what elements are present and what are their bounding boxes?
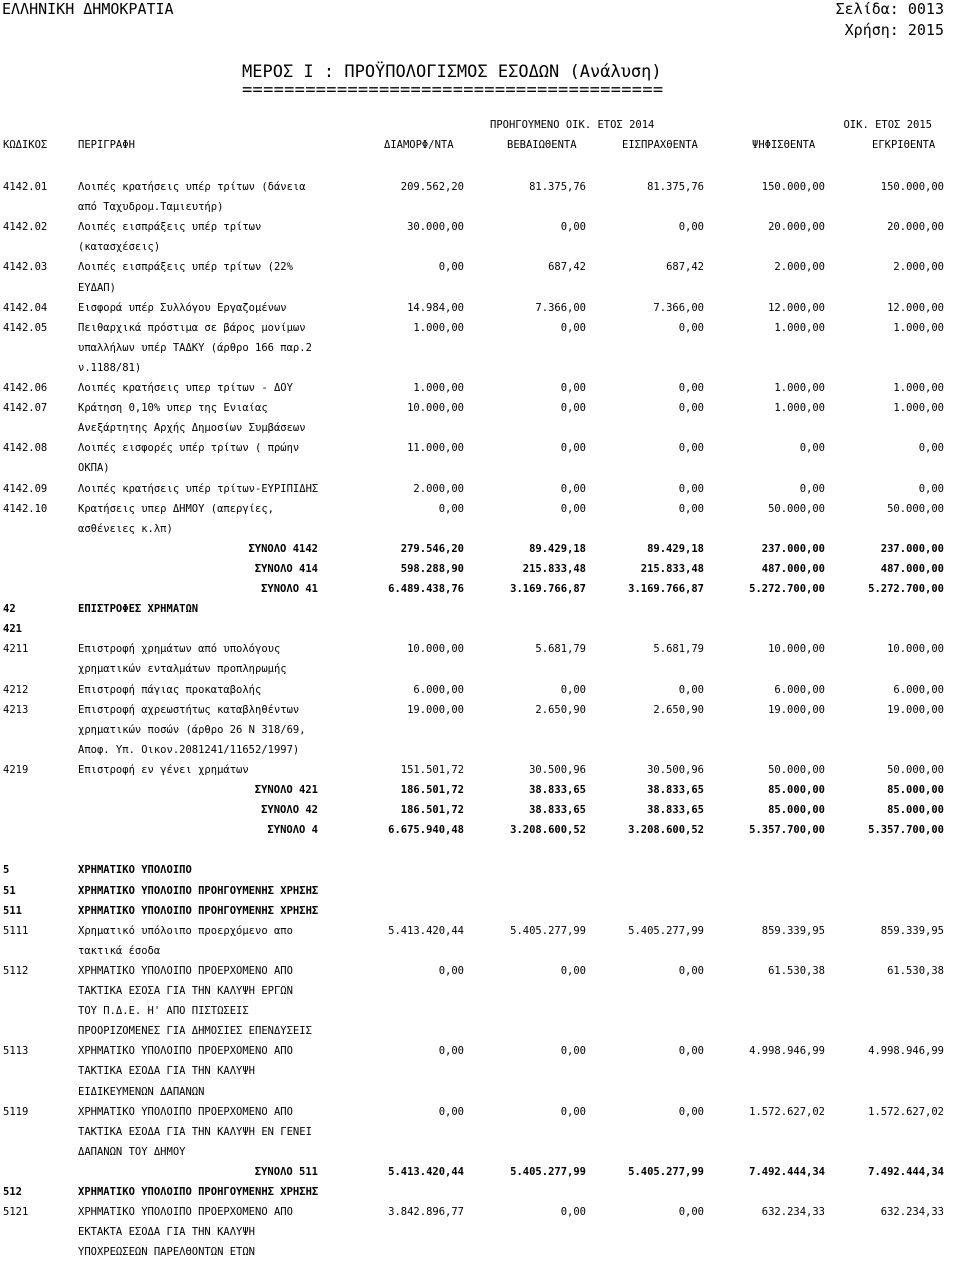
approved-value: 0,00 <box>918 482 944 495</box>
approved-value: 1.000,00 <box>893 321 944 334</box>
row-description: ΧΡΗΜΑΤΙΚΟ ΥΠΟΛΟΙΠΟ ΠΡΟΗΓΟΥΜΕΝΗΣ ΧΡΗΣΗΣ <box>78 1186 319 1198</box>
voted-value: 487.000,00 <box>761 562 825 575</box>
approved-value: 1.000,00 <box>893 402 944 415</box>
row-description: υπαλλήλων υπέρ ΤΑΔΚΥ (άρθρο 166 παρ.2 <box>78 341 312 354</box>
row-code: 4212 <box>3 683 29 696</box>
voted-value: 632.234,33 <box>761 1206 825 1219</box>
row-description: Λοιπές εισφορές υπέρ τρίτων ( πρώην <box>78 442 300 455</box>
table-row <box>0 1142 960 1162</box>
row-description: Εισφορά υπέρ Συλλόγου Εργαζομένων <box>78 301 287 314</box>
assessed-value: 89.429,18 <box>529 542 586 555</box>
table-row <box>0 760 960 780</box>
approved-value: 6.000,00 <box>893 683 944 696</box>
table-row <box>0 599 960 619</box>
assessed-value: 2.650,90 <box>535 703 586 716</box>
row-code: 5121 <box>3 1206 29 1219</box>
assessed-value: 3.208.600,52 <box>510 824 586 837</box>
table-row <box>0 1041 960 1061</box>
amended-value: 279.546,20 <box>400 542 464 555</box>
total-row <box>0 800 960 820</box>
table-row <box>0 278 960 298</box>
voted-column-header: ΨΗΦΙΣΘΕΝΤΑ <box>752 139 816 151</box>
title-underline: ======================================== <box>242 80 664 100</box>
collected-value: 3.208.600,52 <box>628 824 704 837</box>
voted-value: 19.000,00 <box>768 703 825 716</box>
row-code: 5 <box>3 864 10 877</box>
table-row <box>0 499 960 519</box>
amended-value: 30.000,00 <box>407 221 464 234</box>
amended-value: 6.489.438,76 <box>388 583 464 595</box>
table-row <box>0 921 960 941</box>
table-row <box>0 901 960 921</box>
assessed-value: 0,00 <box>560 502 586 515</box>
voted-value: 7.492.444,34 <box>749 1165 825 1178</box>
table-row <box>0 338 960 358</box>
table-row <box>0 1082 960 1102</box>
assessed-value: 0,00 <box>560 1206 586 1219</box>
page-title: ΜΕΡΟΣ Ι : ΠΡΟΫΠΟΛΟΓΙΣΜΟΣ ΕΣΟΔΩΝ (Ανάλυση) <box>242 62 662 82</box>
row-description: ΥΠΟΧΡΕΩΣΕΩΝ ΠΑΡΕΛΘΟΝΤΩΝ ΕΤΩΝ <box>78 1246 256 1259</box>
table-row <box>0 479 960 499</box>
assessed-value: 0,00 <box>560 1045 586 1058</box>
approved-value: 61.530,38 <box>887 964 944 977</box>
collected-value: 0,00 <box>678 221 704 234</box>
amended-value: 0,00 <box>438 502 464 515</box>
row-description: ασθένειες κ.λπ) <box>78 522 173 535</box>
row-description: ΕΚΤΑΚΤΑ ΕΣΟΔΑ ΓΙΑ ΤΗΝ ΚΑΛΥΨΗ <box>78 1226 256 1239</box>
row-code: 4142.08 <box>3 442 48 455</box>
total-label: ΣΥΝΟΛΟ 41 <box>261 583 318 595</box>
assessed-value: 0,00 <box>560 402 586 415</box>
approved-value: 19.000,00 <box>887 703 944 716</box>
collected-value: 687,42 <box>666 261 704 274</box>
amended-value: 151.501,72 <box>400 763 464 776</box>
row-code: 42 <box>3 603 16 616</box>
row-description: ΧΡΗΜΑΤΙΚΟ ΥΠΟΛΟΙΠΟ ΠΡΟΗΓΟΥΜΕΝΗΣ ΧΡΗΣΗΣ <box>78 884 319 897</box>
assessed-value: 3.169.766,87 <box>510 583 586 595</box>
table-row <box>0 1202 960 1222</box>
collected-value: 5.405.277,99 <box>628 1165 704 1178</box>
approved-value: 4.998.946,99 <box>868 1045 944 1058</box>
page-number: Σελίδα: 0013 <box>835 0 944 18</box>
row-description: ΧΡΗΜΑΤΙΚΟ ΥΠΟΛΟΙΠΟ ΠΡΟΕΡΧΟΜΕΝΟ ΑΠΟ <box>78 1105 293 1118</box>
voted-value: 61.530,38 <box>768 964 825 977</box>
row-description: ΤΑΚΤΙΚΑ ΕΣΟΣΑ ΓΙΑ ΤΗΝ ΚΑΛΥΨΗ ΕΡΓΩΝ <box>78 985 293 997</box>
row-code: 4142.09 <box>3 482 48 495</box>
table-row <box>0 1122 960 1142</box>
table-row <box>0 1242 960 1262</box>
approved-value: 1.000,00 <box>893 382 944 394</box>
row-description: ΤΑΚΤΙΚΑ ΕΣΟΔΑ ΓΙΑ ΤΗΝ ΚΑΛΥΨΗ <box>78 1065 256 1078</box>
amended-value: 5.413.420,44 <box>388 1165 464 1178</box>
row-description: Ανεξάρτητης Αρχής Δημοσίων Συμβάσεων <box>78 422 306 435</box>
row-code: 421 <box>3 623 22 636</box>
table-row <box>0 720 960 740</box>
assessed-value: 0,00 <box>560 683 586 696</box>
code-column-header: ΚΩΔΙΚΟΣ <box>3 139 48 151</box>
total-row <box>0 579 960 599</box>
voted-value: 4.998.946,99 <box>749 1045 825 1058</box>
row-description: ΧΡΗΜΑΤΙΚΟ ΥΠΟΛΟΙΠΟ ΠΡΟΕΡΧΟΜΕΝΟ ΑΠΟ <box>78 1206 293 1219</box>
row-description: Χρηματικό υπόλοιπο προερχόμενο απο <box>78 924 293 937</box>
amended-value: 5.413.420,44 <box>388 924 464 937</box>
row-description: ΟΚΠΑ) <box>78 462 110 475</box>
row-description: ΕΠΙΣΤΡΟΦΕΣ ΧΡΗΜΑΤΩΝ <box>78 603 199 616</box>
voted-value: 85.000,00 <box>768 784 825 796</box>
assessed-value: 0,00 <box>560 221 586 234</box>
total-row <box>0 780 960 800</box>
assessed-value: 30.500,96 <box>529 763 586 776</box>
voted-value: 5.357.700,00 <box>749 824 825 837</box>
amended-value: 186.501,72 <box>400 784 464 796</box>
row-code: 5112 <box>3 964 29 977</box>
approved-value: 85.000,00 <box>887 804 944 817</box>
collected-value: 38.833,65 <box>647 784 704 796</box>
assessed-value: 5.405.277,99 <box>510 924 586 937</box>
amended-value: 598.288,90 <box>400 562 464 575</box>
table-row <box>0 1021 960 1041</box>
amended-value: 0,00 <box>438 964 464 977</box>
table-row <box>0 458 960 478</box>
voted-value: 1.000,00 <box>774 382 825 394</box>
collected-value: 0,00 <box>678 683 704 696</box>
row-description: Κράτηση 0,10% υπερ της Ενιαίας <box>78 402 268 415</box>
table-row <box>0 318 960 338</box>
assessed-value: 0,00 <box>560 1105 586 1118</box>
assessed-value: 0,00 <box>560 442 586 455</box>
approved-column-header: ΕΓΚΡΙΘΕΝΤΑ <box>872 139 936 151</box>
collected-value: 215.833,48 <box>640 562 704 575</box>
row-description: Λοιπές κρατήσεις υπέρ τρίτων-ΕΥΡΙΠΙΔΗΣ <box>78 482 319 495</box>
row-description: ΧΡΗΜΑΤΙΚΟ ΥΠΟΛΟΙΠΟ ΠΡΟΕΡΧΟΜΕΝΟ ΑΠΟ <box>78 1045 293 1058</box>
amended-value: 11.000,00 <box>407 442 464 455</box>
assessed-value: 0,00 <box>560 482 586 495</box>
voted-value: 50.000,00 <box>768 763 825 776</box>
row-description: Επιστροφή εν γένει χρημάτων <box>78 763 249 776</box>
table-row <box>0 217 960 237</box>
table-row <box>0 941 960 961</box>
total-row <box>0 820 960 840</box>
total-row <box>0 1162 960 1182</box>
table-row <box>0 418 960 438</box>
approved-value: 632.234,33 <box>880 1206 944 1219</box>
collected-value: 5.681,79 <box>653 643 704 656</box>
collected-value: 30.500,96 <box>647 763 704 776</box>
table-row <box>0 1182 960 1202</box>
row-description: Αποφ. Υπ. Οικον.2081241/11652/1997) <box>78 743 300 756</box>
amended-value: 1.000,00 <box>413 321 464 334</box>
approved-value: 50.000,00 <box>887 763 944 776</box>
table-row <box>0 1001 960 1021</box>
total-label: ΣΥΝΟΛΟ 414 <box>254 562 318 575</box>
row-code: 512 <box>3 1186 22 1198</box>
collected-value: 7.366,00 <box>653 301 704 314</box>
assessed-value: 0,00 <box>560 964 586 977</box>
total-label: ΣΥΝΟΛΟ 42 <box>261 804 318 817</box>
collected-value: 0,00 <box>678 321 704 334</box>
collected-value: 0,00 <box>678 442 704 455</box>
collected-value: 2.650,90 <box>653 703 704 716</box>
amended-value: 0,00 <box>438 261 464 274</box>
row-description: Λοιπές κρατήσεις υπέρ τρίτων (δάνεια <box>78 181 306 193</box>
assessed-value: 687,42 <box>548 261 586 274</box>
row-code: 5119 <box>3 1105 29 1118</box>
row-code: 4142.07 <box>3 402 48 415</box>
voted-value: 0,00 <box>799 482 825 495</box>
collected-column-header: ΕΙΣΠΡΑΧΘΕΝΤΑ <box>622 139 698 151</box>
collected-value: 81.375,76 <box>647 181 704 193</box>
collected-value: 5.405.277,99 <box>628 924 704 937</box>
voted-value: 0,00 <box>799 442 825 455</box>
amended-value: 2.000,00 <box>413 482 464 495</box>
amended-value: 3.842.896,77 <box>388 1206 464 1219</box>
voted-value: 6.000,00 <box>774 683 825 696</box>
row-description: ΕΥΔΑΠ) <box>78 281 116 294</box>
table-row <box>0 680 960 700</box>
assessed-value: 38.833,65 <box>529 784 586 796</box>
row-description: ΤΟΥ Π.Δ.Ε. Η' ΑΠΟ ΠΙΣΤΩΣΕΙΣ <box>78 1005 249 1018</box>
assessed-column-header: ΒΕΒΑΙΩΘΕΝΤΑ <box>507 139 577 151</box>
amended-value: 14.984,00 <box>407 301 464 314</box>
voted-value: 1.572.627,02 <box>749 1105 825 1118</box>
voted-value: 859.339,95 <box>761 924 825 937</box>
row-code: 51 <box>3 884 16 897</box>
assessed-value: 0,00 <box>560 382 586 394</box>
total-row <box>0 559 960 579</box>
row-description: ΕΙΔΙΚΕΥΜΕΝΩΝ ΔΑΠΑΝΩΝ <box>78 1085 205 1098</box>
table-row <box>0 519 960 539</box>
approved-value: 12.000,00 <box>887 301 944 314</box>
total-label: ΣΥΝΟΛΟ 511 <box>254 1165 318 1178</box>
row-description: τακτικά έσοδα <box>78 944 161 957</box>
table-row <box>0 197 960 217</box>
row-description: από Ταχυδρομ.Ταμιευτήρ) <box>78 201 224 214</box>
assessed-value: 81.375,76 <box>529 181 586 193</box>
voted-value: 85.000,00 <box>768 804 825 817</box>
collected-value: 0,00 <box>678 1105 704 1118</box>
table-row <box>0 639 960 659</box>
table-row <box>0 298 960 318</box>
table-row <box>0 860 960 880</box>
amended-value: 0,00 <box>438 1105 464 1118</box>
assessed-value: 5.405.277,99 <box>510 1165 586 1178</box>
amended-value: 6.675.940,48 <box>388 824 464 837</box>
approved-value: 5.272.700,00 <box>868 583 944 595</box>
row-description: χρηματικών ποσών (άρθρο 26 Ν 318/69, <box>78 723 306 736</box>
collected-value: 89.429,18 <box>647 542 704 555</box>
table-row <box>0 881 960 901</box>
table-row <box>0 1102 960 1122</box>
assessed-value: 215.833,48 <box>522 562 586 575</box>
table-row <box>0 700 960 720</box>
table-row <box>0 398 960 418</box>
row-code: 4219 <box>3 763 29 776</box>
assessed-value: 38.833,65 <box>529 804 586 817</box>
row-description: ΧΡΗΜΑΤΙΚΟ ΥΠΟΛΟΙΠΟ <box>78 864 192 877</box>
row-description: (κατασχέσεις) <box>78 241 161 254</box>
table-row <box>0 740 960 760</box>
collected-value: 0,00 <box>678 1045 704 1058</box>
voted-value: 237.000,00 <box>761 542 825 555</box>
row-description: Επιστροφή πάγιας προκαταβολής <box>78 683 262 696</box>
approved-value: 85.000,00 <box>887 784 944 796</box>
collected-value: 38.833,65 <box>647 804 704 817</box>
total-label: ΣΥΝΟΛΟ 4 <box>267 824 318 837</box>
voted-value: 50.000,00 <box>768 502 825 515</box>
amended-value: 1.000,00 <box>413 382 464 394</box>
row-code: 4142.01 <box>3 181 48 193</box>
row-description: ΧΡΗΜΑΤΙΚΟ ΥΠΟΛΟΙΠΟ ΠΡΟΕΡΧΟΜΕΝΟ ΑΠΟ <box>78 964 293 977</box>
approved-value: 237.000,00 <box>880 542 944 555</box>
prev-year-group-header: ΠΡΟΗΓΟΥΜΕΝΟ ΟΙΚ. ΕΤΟΣ 2014 <box>490 119 655 131</box>
row-description: Λοιπές εισπράξεις υπέρ τρίτων <box>78 221 262 234</box>
total-label: ΣΥΝΟΛΟ 421 <box>254 784 318 796</box>
voted-value: 10.000,00 <box>768 643 825 656</box>
approved-value: 5.357.700,00 <box>868 824 944 837</box>
approved-value: 487.000,00 <box>880 562 944 575</box>
table-row <box>0 619 960 639</box>
assessed-value: 0,00 <box>560 321 586 334</box>
row-code: 5113 <box>3 1045 29 1058</box>
collected-value: 0,00 <box>678 482 704 495</box>
voted-value: 5.272.700,00 <box>749 583 825 595</box>
collected-value: 0,00 <box>678 1206 704 1219</box>
amended-value: 209.562,20 <box>400 181 464 193</box>
row-description: Επιστροφή αχρεωστήτως καταβληθέντων <box>78 703 300 716</box>
row-code: 4213 <box>3 703 29 716</box>
voted-value: 1.000,00 <box>774 402 825 415</box>
row-description: ν.1188/81) <box>78 361 142 374</box>
row-description: ΤΑΚΤΙΚΑ ΕΣΟΔΑ ΓΙΑ ΤΗΝ ΚΑΛΥΨΗ ΕΝ ΓΕΝΕΙ <box>78 1125 312 1138</box>
country-name: ΕΛΛΗΝΙΚΗ ΔΗΜΟΚΡΑΤΙΑ <box>2 0 174 18</box>
voted-value: 12.000,00 <box>768 301 825 314</box>
approved-value: 7.492.444,34 <box>868 1165 944 1178</box>
row-code: 4142.06 <box>3 382 48 394</box>
assessed-value: 5.681,79 <box>535 643 586 656</box>
row-code: 4211 <box>3 643 29 656</box>
row-description: Λοιπές κρατήσεις υπερ τρίτων - ΔΟΥ <box>78 382 293 394</box>
approved-value: 50.000,00 <box>887 502 944 515</box>
amended-value: 0,00 <box>438 1045 464 1058</box>
table-row <box>0 659 960 679</box>
row-code: 4142.10 <box>3 502 48 515</box>
approved-value: 150.000,00 <box>880 181 944 193</box>
approved-value: 20.000,00 <box>887 221 944 234</box>
amended-value: 10.000,00 <box>407 643 464 656</box>
row-code: 4142.05 <box>3 321 48 334</box>
collected-value: 3.169.766,87 <box>628 583 704 595</box>
table-row <box>0 981 960 1001</box>
description-column-header: ΠΕΡΙΓΡΑΦΗ <box>78 139 135 151</box>
collected-value: 0,00 <box>678 964 704 977</box>
row-description: ΔΑΠΑΝΩΝ ΤΟΥ ΔΗΜΟΥ <box>78 1145 186 1158</box>
row-code: 511 <box>3 904 22 917</box>
total-label: ΣΥΝΟΛΟ 4142 <box>248 542 318 555</box>
amended-value: 19.000,00 <box>407 703 464 716</box>
approved-value: 0,00 <box>918 442 944 455</box>
table-row <box>0 177 960 197</box>
voted-value: 2.000,00 <box>774 261 825 274</box>
voted-value: 20.000,00 <box>768 221 825 234</box>
table-row <box>0 237 960 257</box>
row-description: ΠΡΟΟΡΙΖΟΜΕΝΕΣ ΓΙΑ ΔΗΜΟΣΙΕΣ ΕΠΕΝΔΥΣΕΙΣ <box>78 1025 312 1038</box>
approved-value: 2.000,00 <box>893 261 944 274</box>
row-description: ΧΡΗΜΑΤΙΚΟ ΥΠΟΛΟΙΠΟ ΠΡΟΗΓΟΥΜΕΝΗΣ ΧΡΗΣΗΣ <box>78 904 319 917</box>
voted-value: 1.000,00 <box>774 321 825 334</box>
table-row <box>0 257 960 277</box>
fiscal-year: Χρήση: 2015 <box>844 21 944 39</box>
table-row <box>0 378 960 398</box>
table-row <box>0 358 960 378</box>
table-row <box>0 1222 960 1242</box>
total-row <box>0 539 960 559</box>
voted-value: 150.000,00 <box>761 181 825 193</box>
collected-value: 0,00 <box>678 402 704 415</box>
row-code: 5111 <box>3 924 29 937</box>
cur-year-group-header: ΟΙΚ. ΕΤΟΣ 2015 <box>843 119 932 131</box>
row-description: Κρατήσεις υπερ ΔΗΜΟΥ (απεργίες, <box>78 502 274 515</box>
row-description: Πειθαρχικά πρόστιμα σε βάρος μονίμων <box>78 321 306 334</box>
assessed-value: 7.366,00 <box>535 301 586 314</box>
row-description: Λοιπές εισπράξεις υπέρ τρίτων (22% <box>78 261 293 274</box>
row-code: 4142.03 <box>3 261 48 274</box>
approved-value: 859.339,95 <box>880 924 944 937</box>
table-row <box>0 840 960 860</box>
collected-value: 0,00 <box>678 502 704 515</box>
table-row <box>0 1061 960 1081</box>
row-code: 4142.04 <box>3 301 48 314</box>
table-row <box>0 438 960 458</box>
approved-value: 1.572.627,02 <box>868 1105 944 1118</box>
row-description: Επιστροφή χρημάτων από υπολόγους <box>78 643 281 656</box>
amended-value: 186.501,72 <box>400 804 464 817</box>
amended-value: 10.000,00 <box>407 402 464 415</box>
amended-value: 6.000,00 <box>413 683 464 696</box>
collected-value: 0,00 <box>678 382 704 394</box>
amended-column-header: ΔΙΑΜΟΡΦ/ΝΤΑ <box>384 139 454 151</box>
row-code: 4142.02 <box>3 221 48 234</box>
approved-value: 10.000,00 <box>887 643 944 656</box>
row-description: χρηματικών ενταλμάτων προπληρωμής <box>78 663 287 676</box>
table-row <box>0 961 960 981</box>
